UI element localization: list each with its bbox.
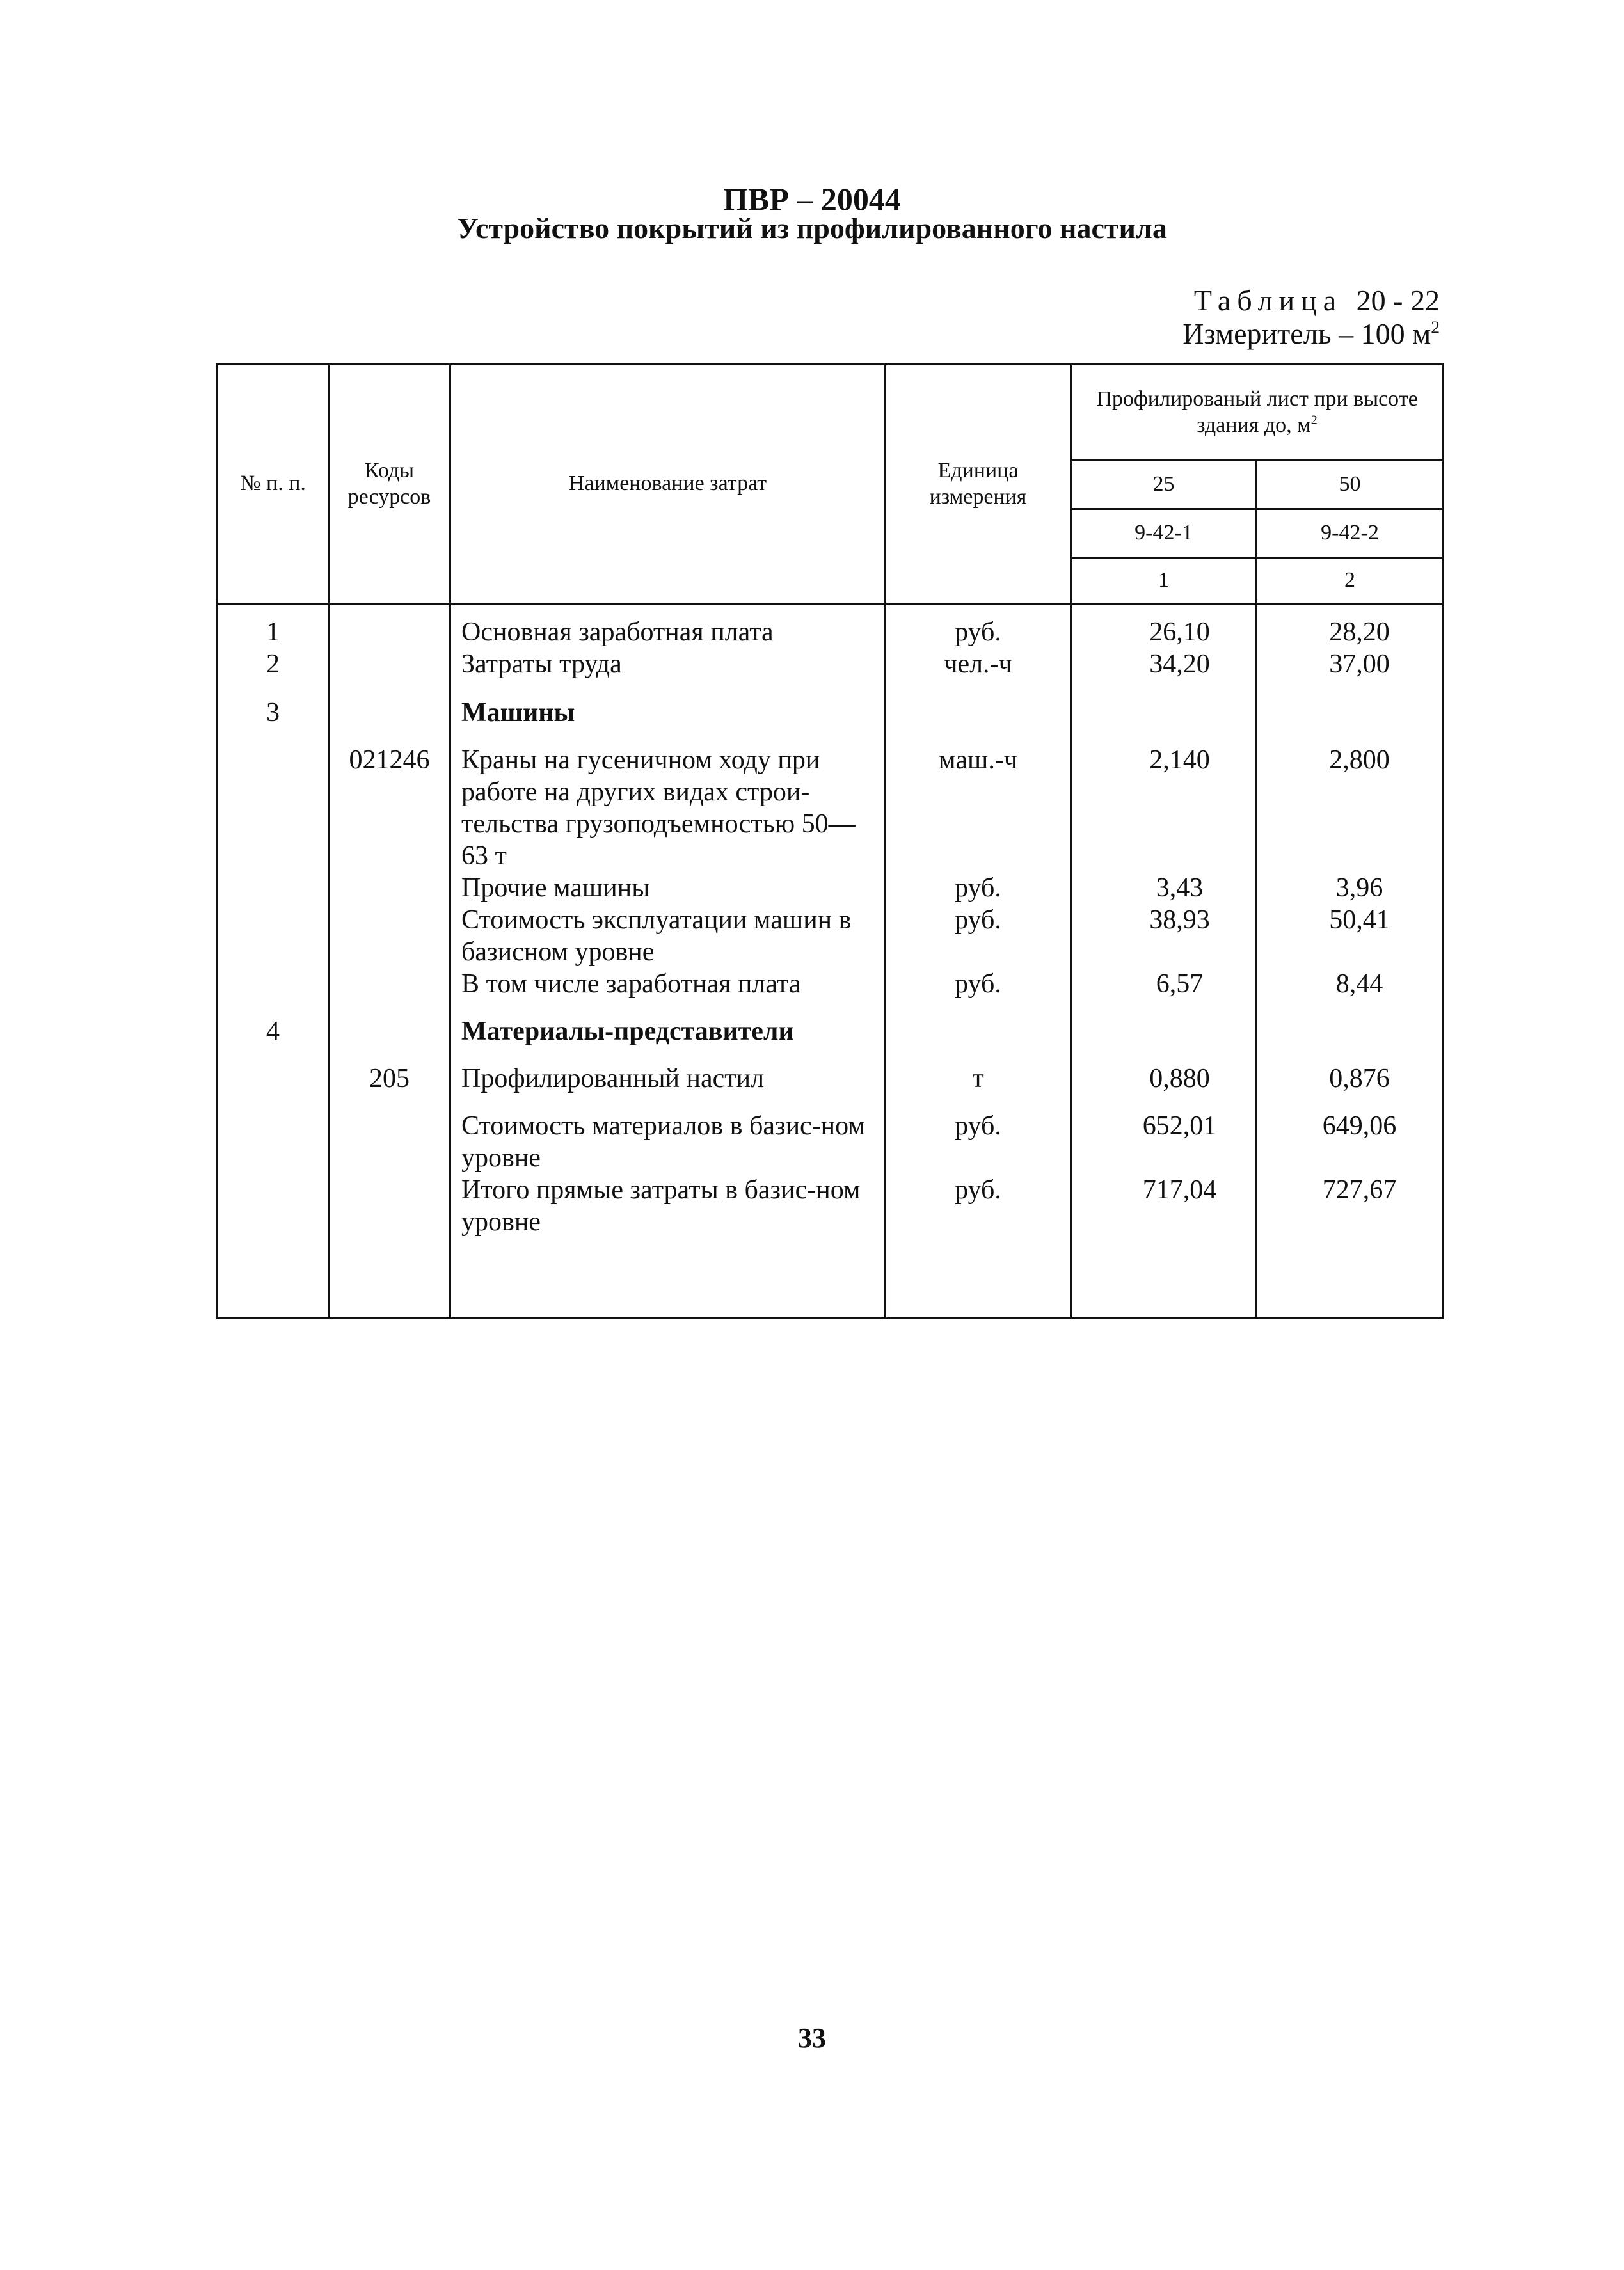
row-3-name: Машины	[450, 697, 886, 744]
row-8-name: Материалы-представители	[450, 1015, 886, 1063]
measure-sup: 2	[1431, 317, 1440, 337]
row-6-code	[329, 904, 450, 968]
row-8-unit	[886, 1015, 1071, 1063]
row-11-unit: руб.	[886, 1174, 1071, 1319]
row-4-unit: маш.-ч	[886, 744, 1071, 872]
row-3-v2	[1257, 697, 1444, 744]
cost-table	[216, 363, 1444, 1319]
row-3-code	[329, 697, 450, 744]
row-7-unit: руб.	[886, 968, 1071, 1015]
row-10-num	[218, 1110, 329, 1174]
row-2-unit: чел.-ч	[886, 648, 1071, 697]
row-6-unit: руб.	[886, 904, 1071, 968]
row-5-name: Прочие машины	[450, 872, 886, 904]
row-11-num	[218, 1174, 329, 1319]
row-1-unit: руб.	[886, 604, 1071, 649]
row-9-name: Профилированный настил	[450, 1063, 886, 1110]
header-height-1: 25	[1071, 461, 1257, 509]
row-9-v1: 0,880	[1071, 1063, 1257, 1110]
row-1-v2: 28,20	[1257, 604, 1444, 649]
row-2-name: Затраты труда	[450, 648, 886, 697]
row-4-v2: 2,800	[1257, 744, 1444, 872]
row-7-v2: 8,44	[1257, 968, 1444, 1015]
header-norm-2: 9-42-2	[1257, 509, 1444, 558]
row-10-unit: руб.	[886, 1110, 1071, 1174]
row-7-name: В том числе заработная плата	[450, 968, 886, 1015]
row-9-code: 205	[329, 1063, 450, 1110]
header-colnum-1: 1	[1071, 558, 1257, 604]
row-11-v1: 717,04	[1071, 1174, 1257, 1319]
row-4-code: 021246	[329, 744, 450, 872]
row-3-num: 3	[218, 697, 329, 744]
page-number: 33	[798, 2022, 826, 2054]
row-8-v1	[1071, 1015, 1257, 1063]
row-2-code	[329, 648, 450, 697]
row-6-num	[218, 904, 329, 968]
header-height-2: 50	[1257, 461, 1444, 509]
row-2-v2: 37,00	[1257, 648, 1444, 697]
document-subtitle: Устройство покрытий из профилированного настила	[457, 212, 1167, 244]
document-code: ПВР – 20044	[723, 181, 901, 217]
row-10-name: Стоимость материалов в базис-ном уровне	[450, 1110, 886, 1174]
header-codes: Коды ресурсов	[329, 365, 450, 604]
row-7-code	[329, 968, 450, 1015]
row-10-code	[329, 1110, 450, 1174]
row-9-unit: т	[886, 1063, 1071, 1110]
row-8-code	[329, 1015, 450, 1063]
header-num: № п. п.	[218, 365, 329, 604]
row-4-v1: 2,140	[1071, 744, 1257, 872]
row-6-name: Стоимость эксплуатации машин в базисном уровне	[450, 904, 886, 968]
row-8-v2	[1257, 1015, 1444, 1063]
measure-text: Измеритель – 100 м	[1182, 317, 1431, 350]
row-11-name: Итого прямые затраты в базис-ном уровне	[450, 1174, 886, 1319]
row-9-v2: 0,876	[1257, 1063, 1444, 1110]
row-9-num	[218, 1063, 329, 1110]
header-group-sup: 2	[1310, 413, 1318, 427]
row-5-unit: руб.	[886, 872, 1071, 904]
row-10-v1: 652,01	[1071, 1110, 1257, 1174]
row-2-num: 2	[218, 648, 329, 697]
table-label-word: Таблица	[1193, 284, 1343, 317]
row-2-v1: 34,20	[1071, 648, 1257, 697]
row-5-v2: 3,96	[1257, 872, 1444, 904]
row-1-num: 1	[218, 604, 329, 649]
row-1-name: Основная заработная плата	[450, 604, 886, 649]
header-norm-1: 9-42-1	[1071, 509, 1257, 558]
row-5-num	[218, 872, 329, 904]
header-unit: Единица измерения	[886, 365, 1071, 604]
table-label	[1194, 283, 1440, 317]
row-8-num: 4	[218, 1015, 329, 1063]
row-11-v2: 727,67	[1257, 1174, 1444, 1319]
table-number: 20 - 22	[1356, 284, 1440, 317]
row-7-v1: 6,57	[1071, 968, 1257, 1015]
header-group-text: Профилированый лист при высоте здания до, м	[1096, 386, 1418, 437]
row-6-v1: 38,93	[1071, 904, 1257, 968]
row-3-unit	[886, 697, 1071, 744]
row-7-num	[218, 968, 329, 1015]
row-5-v1: 3,43	[1071, 872, 1257, 904]
row-1-code	[329, 604, 450, 649]
header-name: Наименование затрат	[450, 365, 886, 604]
row-1-v1: 26,10	[1071, 604, 1257, 649]
row-10-v2: 649,06	[1257, 1110, 1444, 1174]
row-4-num	[218, 744, 329, 872]
row-4-name: Краны на гусеничном ходу при работе на других видах строи-тельства грузоподъемностью 50—63 т	[450, 744, 886, 872]
measure-unit	[1182, 317, 1440, 351]
header-colnum-2: 2	[1257, 558, 1444, 604]
row-11-code	[329, 1174, 450, 1319]
row-3-v1	[1071, 697, 1257, 744]
row-6-v2: 50,41	[1257, 904, 1444, 968]
header-group	[1071, 365, 1444, 461]
row-5-code	[329, 872, 450, 904]
